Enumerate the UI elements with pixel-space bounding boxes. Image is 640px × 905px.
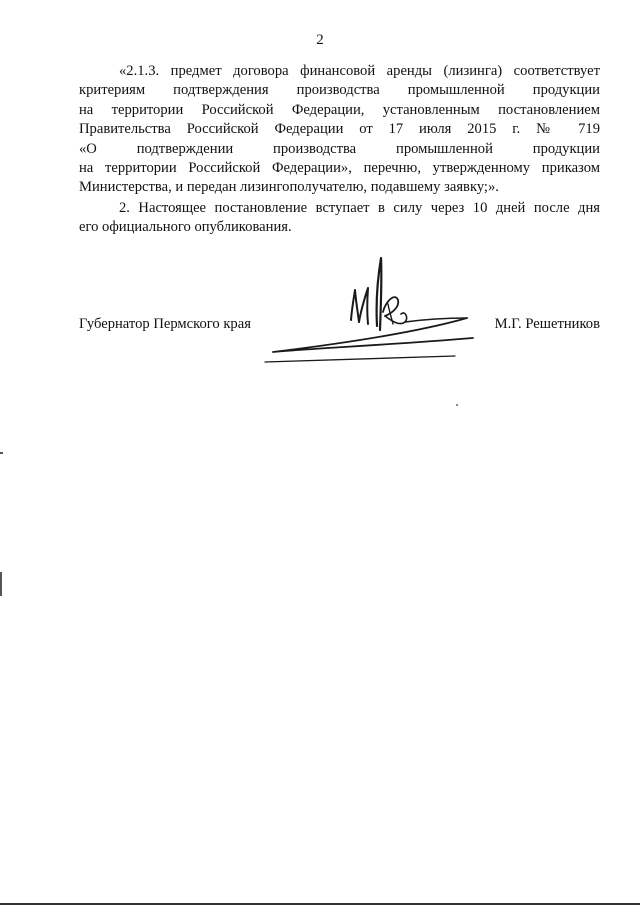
text-line: Министерства, и передан лизингополучателю, подавшему заявку;». xyxy=(79,179,499,196)
text-line: «О подтверждении производства промышленной продукции xyxy=(79,140,600,157)
signatory-name: М.Г. Решетников xyxy=(494,316,600,332)
paragraph-amendment xyxy=(79,62,600,198)
scan-speck xyxy=(456,404,458,406)
text-line: «2.1.3. предмет договора финансовой аренды (лизинга) соответствует xyxy=(119,63,600,79)
scan-edge-mark xyxy=(0,452,3,454)
text-line: критериям подтверждения производства промышленной продукции xyxy=(79,82,600,99)
handwritten-signature xyxy=(255,252,485,367)
signatory-title: Губернатор Пермского края xyxy=(79,316,251,332)
page-number: 2 xyxy=(316,32,324,48)
text-line: на территории Российской Федерации», перечню, утвержденному приказом xyxy=(79,159,600,176)
text-line: его официального опубликования. xyxy=(79,219,292,236)
text-line: 2. Настоящее постановление вступает в силу через 10 дней после дня xyxy=(119,200,600,216)
text-line: Правительства Российской Федерации от 17 июля 2015 г. № 719 xyxy=(79,121,600,138)
paragraph-effective-date xyxy=(79,199,600,238)
scan-edge-mark xyxy=(0,572,2,596)
text-line: на территории Российской Федерации, установленным постановлением xyxy=(79,101,600,118)
